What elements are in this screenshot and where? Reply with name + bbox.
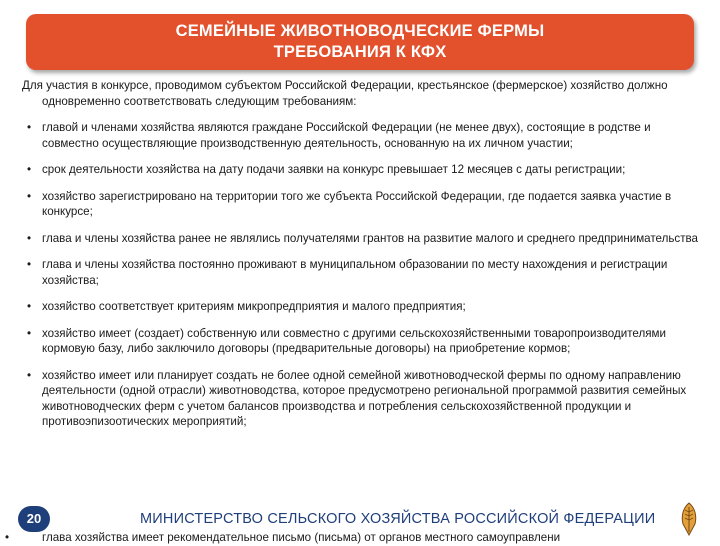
bullet: • (27, 300, 32, 313)
ministry-emblem-icon (676, 502, 702, 536)
bullet: • (27, 231, 32, 245)
requirements-body (22, 78, 702, 441)
bullet: • (27, 326, 32, 340)
requirements-list (22, 120, 702, 430)
cutoff-requirement (5, 530, 561, 546)
bullet: • (27, 368, 32, 382)
requirement-item (22, 231, 702, 247)
requirement-text: главой и членами хозяйства являются граждане Российской Федерации (не менее двух), состоящие в родстве и совместно осуществляющие производственную деятельность, основанную на их личном участии; (42, 121, 651, 150)
requirement-item (22, 299, 702, 315)
intro-paragraph: Для участия в конкурсе, проводимом субъектом Российской Федерации, крестьянское (фермерское) хозяйство должно одновременно соответствовать следующим требованиям: (22, 79, 668, 108)
requirement-text: хозяйство имеет (создает) собственную или совместно с другими сельскохозяйственными товаропроизводителями кормовую базу, либо заключило договоры (предварительные договоры) на приобретение кормов; (42, 326, 666, 355)
page-number-badge: 20 (18, 506, 50, 532)
requirement-item (22, 368, 702, 430)
bullet: • (27, 163, 32, 176)
requirement-item (22, 189, 702, 220)
requirement-text: хозяйство имеет или планирует создать не более одной семейной животноводческой фермы по одному направлению деятельности (одной отрасли) животноводства, которое предусмотрено региональной программой развития семейных животноводческих ферм с учетом балансов производства и потребления сельскохозяйственной продукции и противоэпизоотических мероприятий; (42, 368, 687, 428)
title-line-1: СЕМЕЙНЫЕ ЖИВОТНОВОДЧЕСКИЕ ФЕРМЫ (175, 22, 545, 40)
requirement-item (22, 120, 702, 151)
requirement-item (22, 257, 702, 288)
bullet: • (27, 121, 32, 134)
bullet: • (27, 189, 32, 203)
requirement-item (22, 326, 702, 357)
title-line-2: ТРЕБОВАНИЯ К КФХ (273, 43, 447, 61)
cutoff-requirement-text: глава хозяйства имеет рекомендательное письмо (письма) от органов местного самоуправлени (42, 531, 561, 544)
requirement-item (22, 162, 702, 178)
requirement-text: хозяйство зарегистрировано на территории того же субъекта Российской Федерации, где подается заявка участие в конкурсе; (42, 189, 672, 218)
bullet: • (5, 531, 10, 544)
bullet: • (27, 258, 32, 271)
requirement-text: глава и члены хозяйства ранее не являлись получателями грантов на развитие малого и среднего предпринимательства (42, 231, 699, 245)
requirement-text: срок деятельности хозяйства на дату подачи заявки на конкурс превышает 12 месяцев с даты регистрации; (42, 163, 626, 176)
ministry-name: МИНИСТЕРСТВО СЕЛЬСКОГО ХОЗЯЙСТВА РОССИЙСКОЙ ФЕДЕРАЦИИ (140, 511, 656, 527)
title-banner (26, 14, 694, 70)
requirement-text: глава и члены хозяйства постоянно проживают в муниципальном образовании по месту нахождения и регистрации хозяйства; (42, 258, 668, 287)
requirement-text: хозяйство соответствует критериям микропредприятия и малого предприятия; (42, 300, 466, 313)
